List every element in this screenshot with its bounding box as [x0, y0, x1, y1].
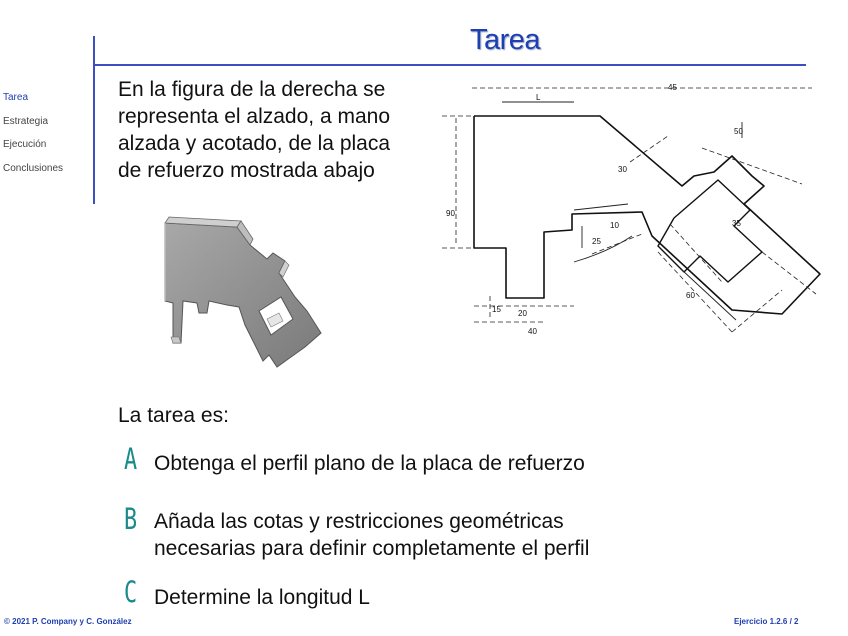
dim-label: 15 — [492, 305, 501, 314]
nav-item-tarea[interactable]: Tarea — [3, 92, 29, 103]
intro-line: representa el alzado, a mano — [118, 105, 391, 128]
dim-label: L — [536, 93, 541, 102]
footer-copyright: © 2021 P. Company y C. González — [4, 617, 132, 626]
task-letter-a: A — [124, 442, 138, 476]
dim-label: 40 — [528, 327, 537, 336]
title-divider — [94, 64, 806, 66]
task-item-c — [154, 584, 370, 611]
page-title: Tarea — [470, 24, 541, 56]
intro-text — [118, 76, 438, 184]
dim-label: 10 — [610, 221, 619, 230]
intro-line: alzada y acotado, de la placa — [118, 132, 391, 155]
footer-page-number: Ejercicio 1.2.6 / 2 — [734, 617, 799, 626]
dim-label: 35 — [732, 219, 741, 228]
nav-item-ejecucion[interactable]: Ejecución — [3, 139, 47, 150]
intro-line: En la figura de la derecha se — [118, 78, 386, 101]
task-line: necesarias para definir completamente el perfil — [154, 537, 590, 560]
sidebar-divider — [93, 36, 95, 204]
task-item-a — [154, 450, 585, 477]
dim-label: 45 — [668, 83, 677, 92]
task-letter-c: C — [124, 575, 138, 609]
dimensioned-sketch — [432, 76, 822, 348]
task-item-b — [154, 508, 589, 562]
task-line: Obtenga el perfil plano de la placa de refuerzo — [154, 452, 585, 475]
nav-item-estrategia[interactable]: Estrategia — [3, 116, 49, 127]
intro-line: de refuerzo mostrada abajo — [118, 159, 375, 182]
dim-label: 90 — [446, 209, 455, 218]
dim-label: 20 — [518, 309, 527, 318]
task-intro: La tarea es: — [118, 404, 229, 427]
dim-label: 25 — [592, 237, 601, 246]
dim-label: 60 — [686, 291, 695, 300]
plate-3d-image — [155, 215, 340, 380]
dim-label: 50 — [734, 127, 743, 136]
task-letter-b: B — [124, 502, 138, 536]
nav-item-conclusiones[interactable]: Conclusiones — [3, 163, 64, 174]
task-line: Determine la longitud L — [154, 586, 370, 609]
task-line: Añada las cotas y restricciones geométricas — [154, 510, 564, 533]
dim-label: 30 — [618, 165, 627, 174]
